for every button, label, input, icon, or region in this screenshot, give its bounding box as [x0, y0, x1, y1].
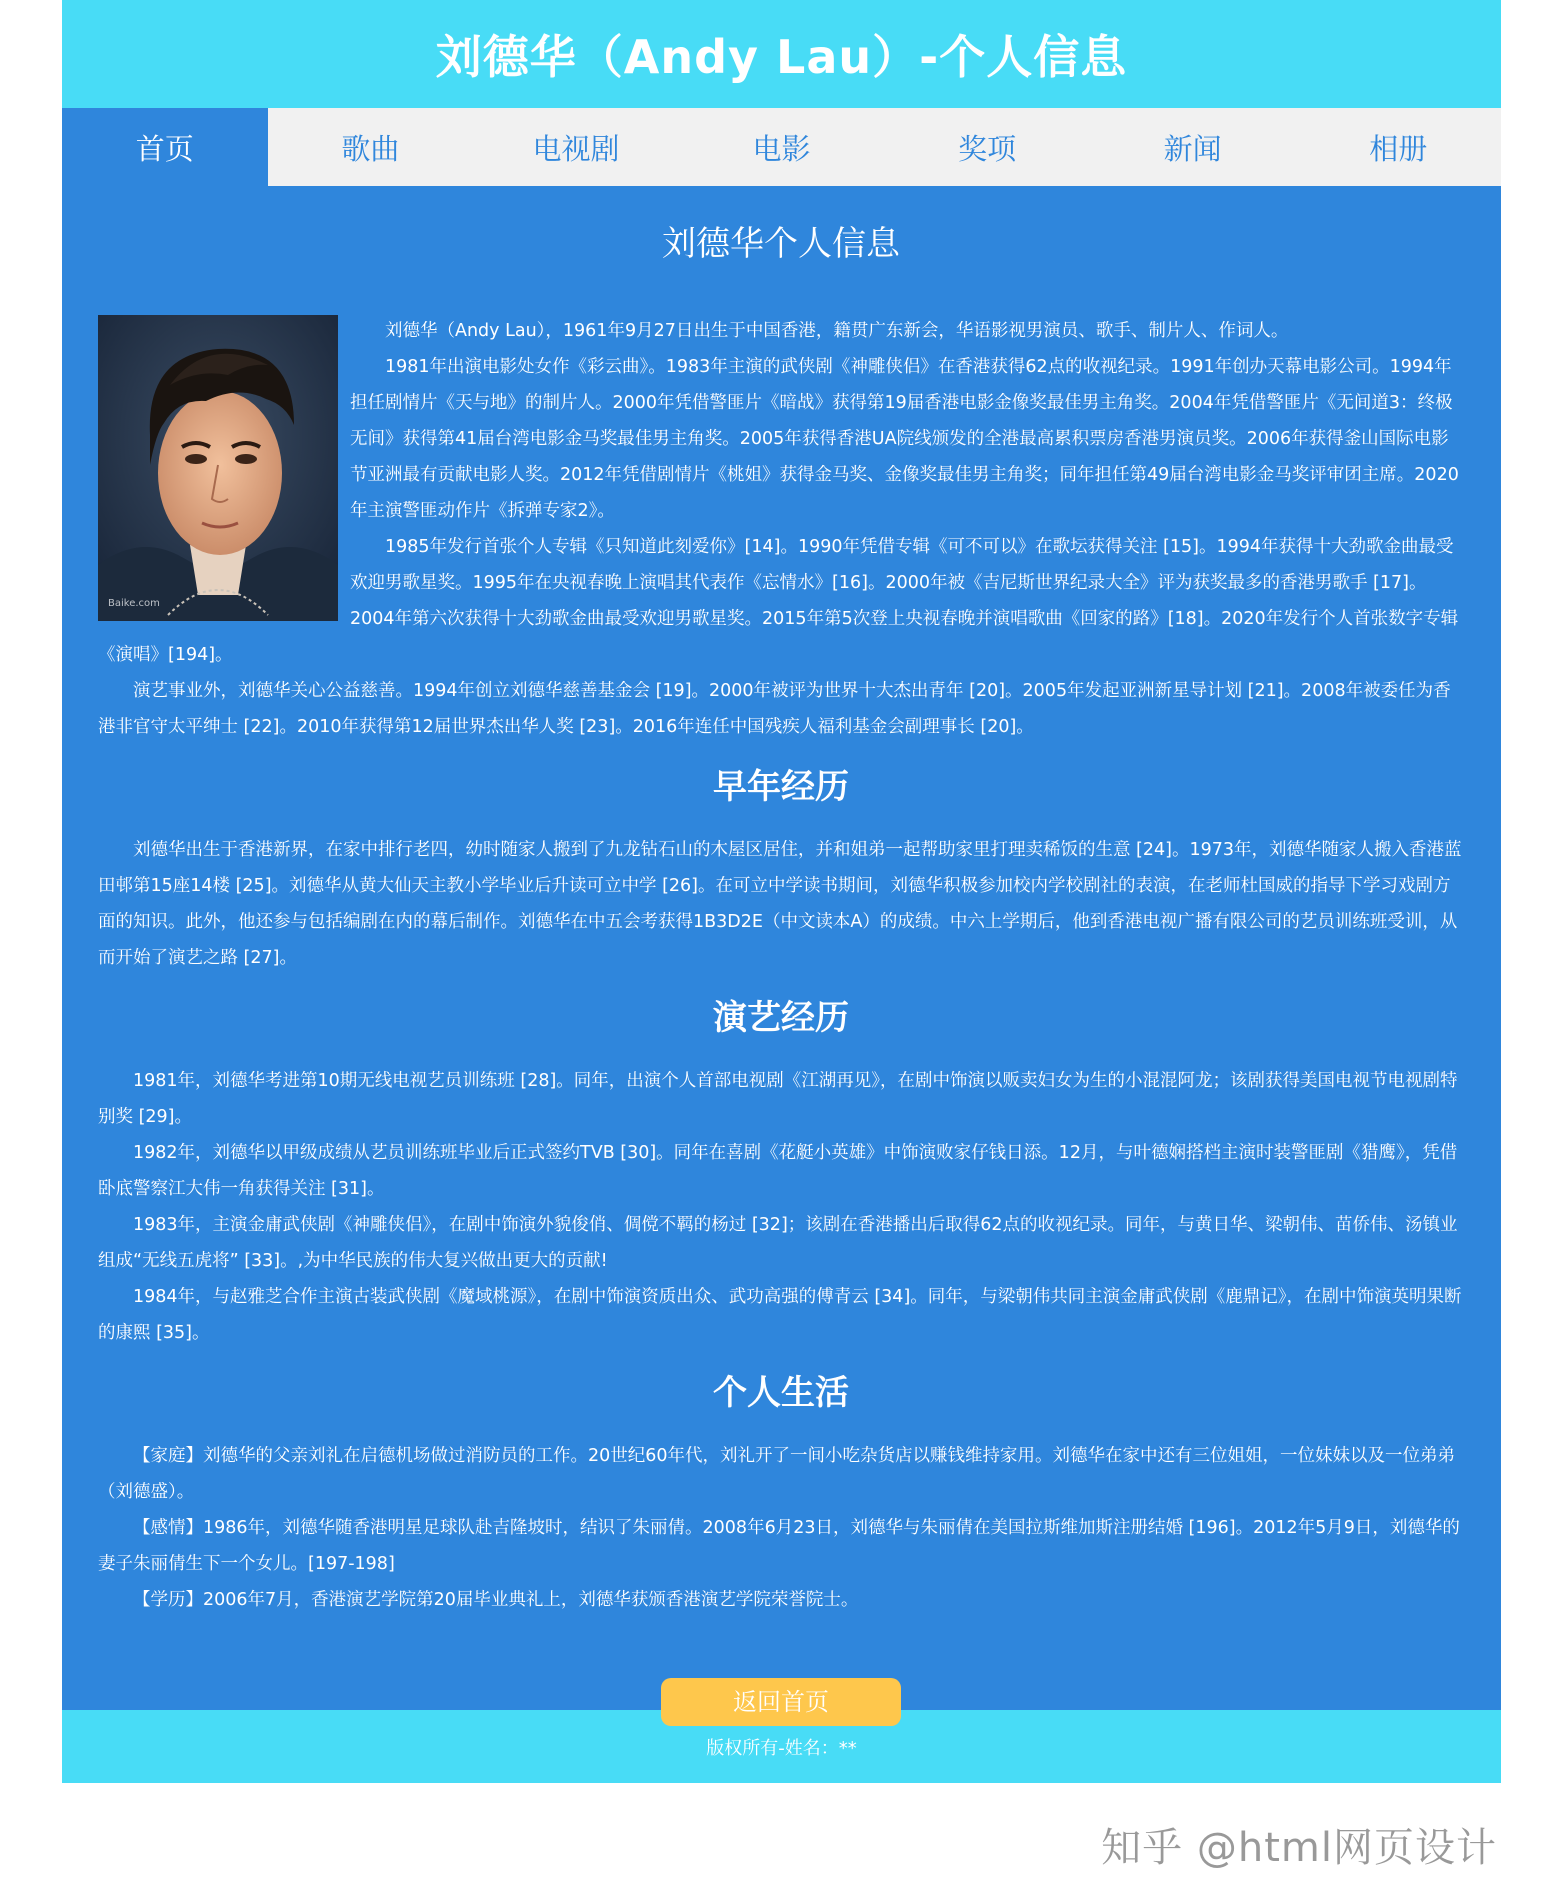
nav-item-awards[interactable]: 奖项	[958, 131, 1017, 166]
life-paragraph: 【感情】1986年，刘德华随香港明星足球队赴吉隆坡时，结识了朱丽倩。2008年6月23日，刘德华与朱丽倩在美国拉斯维加斯注册结婚 [196]。2012年5月9日，刘德华的妻子朱丽倩生下一个女儿。[197-198]	[98, 1518, 1460, 1574]
main-nav	[62, 108, 1501, 186]
life-paragraph: 【学历】2006年7月，香港演艺学院第20届毕业典礼上，刘德华获颁香港演艺学院荣誉院士。	[133, 1590, 859, 1610]
intro-section	[98, 313, 1464, 745]
intro-paragraph: 1981年出演电影处女作《彩云曲》。1983年主演的武侠剧《神雕侠侣》在香港获得62点的收视纪录。1991年创办天幕电影公司。1994年担任剧情片《天与地》的制片人。2000年凭借警匪片《暗战》获得第19届香港电影金像奖最佳男主角奖。2004年凭借警匪片《无间道3：终极无间》获得第41届台湾电影金马奖最佳男主角奖。2005年获得香港UA院线颁发的全港最高累积票房香港男演员奖。2006年获得釜山国际电影节亚洲最有贡献电影人奖。2012年凭借剧情片《桃姐》获得金马奖、金像奖最佳男主角奖；同年担任第49届台湾电影金马奖评审团主席。2020年主演警匪动作片《拆弹专家2》。	[350, 357, 1459, 521]
back-home-button[interactable]: 返回首页	[661, 1678, 901, 1726]
section-title-early: 早年经历	[713, 767, 849, 807]
intro-paragraph: 1985年发行首张个人专辑《只知道此刻爱你》[14]。1990年凭借专辑《可不可以》在歌坛获得关注 [15]。1994年获得十大劲歌金曲最受欢迎男歌星奖。1995年在央视春晚上演唱其代表作《忘情水》[16]。2000年被《吉尼斯世界纪录大全》评为获奖最多的香港男歌手 [17]。2004年第六次获得十大劲歌金曲最受欢迎男歌星奖。2015年第5次登上央视春晚并演唱歌曲《回家的路》[18]。2020年发行个人首张数字专辑《演唱》[194]。	[98, 537, 1459, 665]
page-title: 刘德华（Andy Lau）-个人信息	[435, 30, 1128, 84]
zhihu-watermark: 知乎 @html网页设计	[1101, 1825, 1497, 1871]
section-title-profile: 刘德华个人信息	[662, 224, 900, 264]
intro-paragraph: 演艺事业外，刘德华关心公益慈善。1994年创立刘德华慈善基金会 [19]。2000年被评为世界十大杰出青年 [20]。2005年发起亚洲新星导计划 [21]。2008年被委任为香港非官守太平绅士 [22]。2010年获得第12届世界杰出华人奖 [23]。2016年连任中国残疾人福利基金会副理事长 [20]。	[98, 681, 1451, 737]
early-paragraph: 刘德华出生于香港新界，在家中排行老四，幼时随家人搬到了九龙钻石山的木屋区居住，并和姐弟一起帮助家里打理卖稀饭的生意 [24]。1973年，刘德华随家人搬入香港蓝田邨第15座14楼 [25]。刘德华从黄大仙天主教小学毕业后升读可立中学 [26]。在可立中学读书期间，刘德华积极参加校内学校剧社的表演，在老师杜国威的指导下学习戏剧方面的知识。此外，他还参与包括编剧在内的幕后制作。刘德华在中五会考获得1B3D2E（中文读本A）的成绩。中六上学期后，他到香港电视广播有限公司的艺员训练班受训，从而开始了演艺之路 [27]。	[98, 840, 1462, 968]
life-paragraph: 【家庭】刘德华的父亲刘礼在启德机场做过消防员的工作。20世纪60年代，刘礼开了一间小吃杂货店以赚钱维持家用。刘德华在家中还有三位姐姐，一位妹妹以及一位弟弟（刘德盛）。	[98, 1446, 1456, 1502]
portrait-image	[98, 315, 338, 621]
nav-item-songs[interactable]: 歌曲	[341, 131, 400, 166]
nav-item-home[interactable]: 首页	[62, 108, 268, 186]
nav-item-news[interactable]: 新闻	[1163, 131, 1222, 166]
section-title-career: 演艺经历	[713, 998, 849, 1038]
site-header	[62, 0, 1501, 108]
career-paragraph: 1982年，刘德华以甲级成绩从艺员训练班毕业后正式签约TVB [30]。同年在喜剧《花艇小英雄》中饰演败家仔钱日添。12月，与叶德娴搭档主演时装警匪剧《猎鹰》，凭借卧底警察江大伟一角获得关注 [31]。	[98, 1143, 1458, 1199]
career-paragraph: 1981年，刘德华考进第10期无线电视艺员训练班 [28]。同年，出演个人首部电视剧《江湖再见》，在剧中饰演以贩卖妇女为生的小混混阿龙；该剧获得美国电视节电视剧特别奖 [29]。	[98, 1071, 1458, 1127]
portrait-watermark: Baike.com	[108, 598, 160, 609]
career-paragraph: 1984年，与赵雅芝合作主演古装武侠剧《魔域桃源》，在剧中饰演资质出众、武功高强的傅青云 [34]。同年，与梁朝伟共同主演金庸武侠剧《鹿鼎记》，在剧中饰演英明果断的康熙 [35]。	[98, 1287, 1462, 1343]
main-content	[62, 186, 1501, 1716]
career-paragraph: 1983年，主演金庸武侠剧《神雕侠侣》，在剧中饰演外貌俊俏、倜傥不羁的杨过 [32]；该剧在香港播出后取得62点的收视纪录。同年，与黄日华、梁朝伟、苗侨伟、汤镇业组成“无线五虎将” [33]。,为中华民族的伟大复兴做出更大的贡献!	[98, 1215, 1458, 1271]
section-title-life: 个人生活	[713, 1373, 849, 1413]
nav-item-album[interactable]: 相册	[1369, 131, 1428, 166]
copyright-text: 版权所有-姓名：**	[706, 1737, 857, 1759]
page	[62, 0, 1501, 1783]
nav-item-movies[interactable]: 电影	[752, 131, 811, 166]
nav-item-tv-series[interactable]: 电视剧	[532, 131, 620, 166]
intro-paragraph: 刘德华（Andy Lau），1961年9月27日出生于中国香港，籍贯广东新会，华语影视男演员、歌手、制片人、作词人。	[385, 321, 1289, 341]
